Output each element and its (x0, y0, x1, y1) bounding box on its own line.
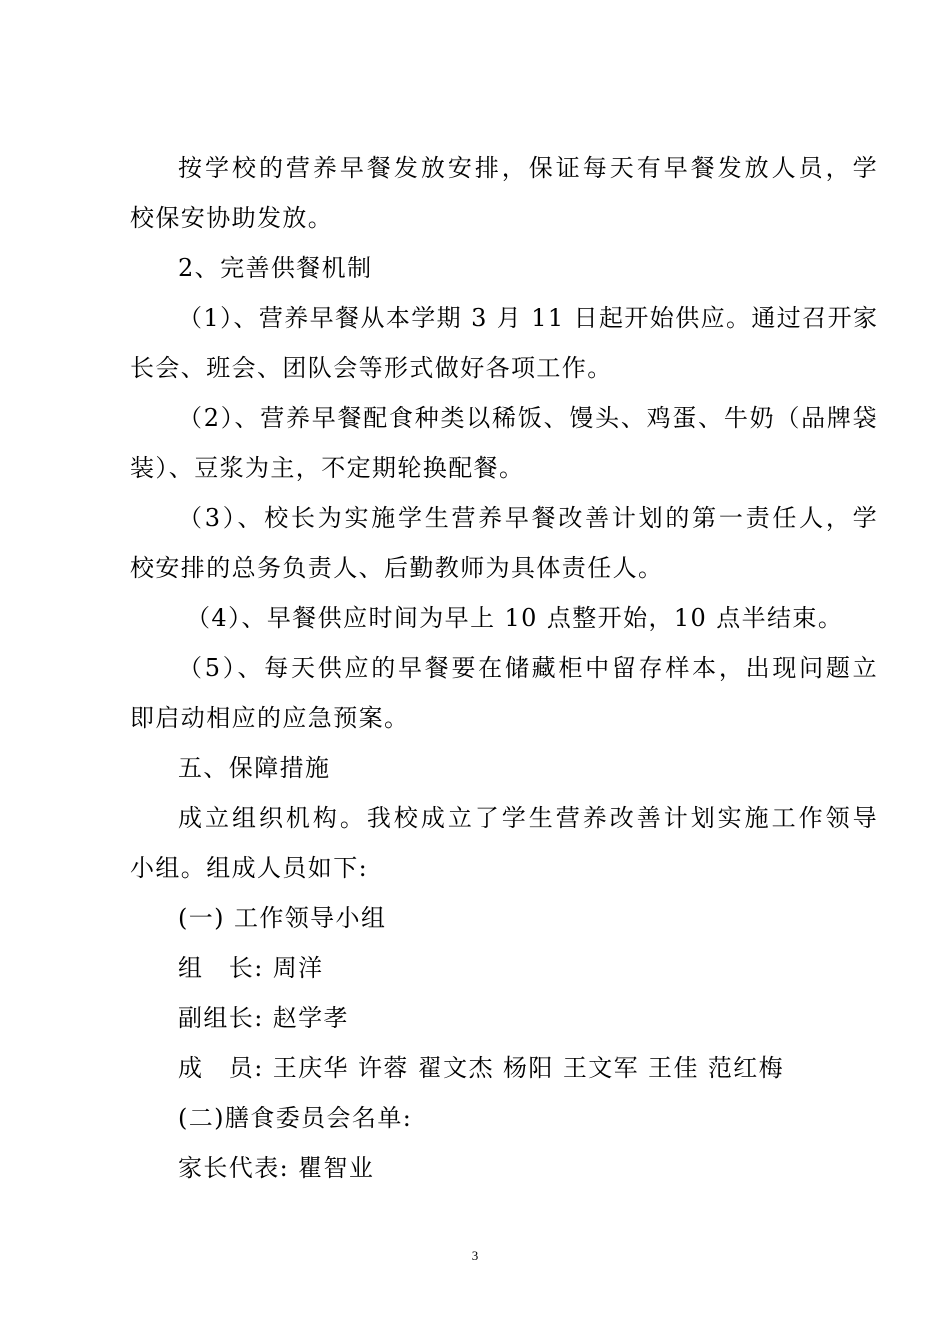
paragraph-line-5: 长会、班会、团队会等形式做好各项工作。 (130, 354, 613, 382)
subheading-meal-committee: (二)膳食委员会名单: (178, 1104, 413, 1132)
section-heading-supply-mechanism: 2、完善供餐机制 (178, 254, 373, 282)
paragraph-line-14: 成立组织机构。我校成立了学生营养改善计划实施工作领导 (178, 804, 878, 832)
paragraph-line-6: （2）、营养早餐配食种类以稀饭、馒头、鸡蛋、牛奶（品牌袋 (178, 404, 878, 432)
deputy-leader-line: 副组长: 赵学孝 (178, 1004, 349, 1032)
parent-representative-line: 家长代表: 瞿智业 (178, 1154, 375, 1182)
paragraph-line-7: 装）、豆浆为主，不定期轮换配餐。 (130, 454, 525, 482)
section-heading-safeguards: 五、保障措施 (178, 754, 331, 782)
subheading-leadership-group: (一) 工作领导小组 (178, 904, 387, 932)
group-leader-line: 组 长: 周洋 (178, 954, 324, 982)
paragraph-line-4: （1）、营养早餐从本学期 3 月 11 日起开始供应。通过召开家 (178, 304, 879, 332)
paragraph-line-9: 校安排的总务负责人、后勤教师为具体责任人。 (130, 554, 664, 582)
paragraph-line-10: （4）、早餐供应时间为早上 10 点整开始，10 点半结束。 (186, 604, 844, 632)
members-line: 成 员: 王庆华 许蓉 翟文杰 杨阳 王文军 王佳 范红梅 (178, 1054, 785, 1082)
paragraph-line-12: 即启动相应的应急预案。 (130, 704, 410, 732)
paragraph-line-8: （3）、校长为实施学生营养早餐改善计划的第一责任人，学 (178, 504, 878, 532)
paragraph-line-1: 按学校的营养早餐发放安排，保证每天有早餐发放人员，学 (178, 154, 878, 182)
paragraph-line-11: （5）、每天供应的早餐要在储藏柜中留存样本，出现问题立 (178, 654, 878, 682)
paragraph-line-15: 小组。组成人员如下: (130, 854, 369, 882)
page-number: 3 (471, 1248, 479, 1263)
paragraph-line-2: 校保安协助发放。 (130, 204, 334, 232)
